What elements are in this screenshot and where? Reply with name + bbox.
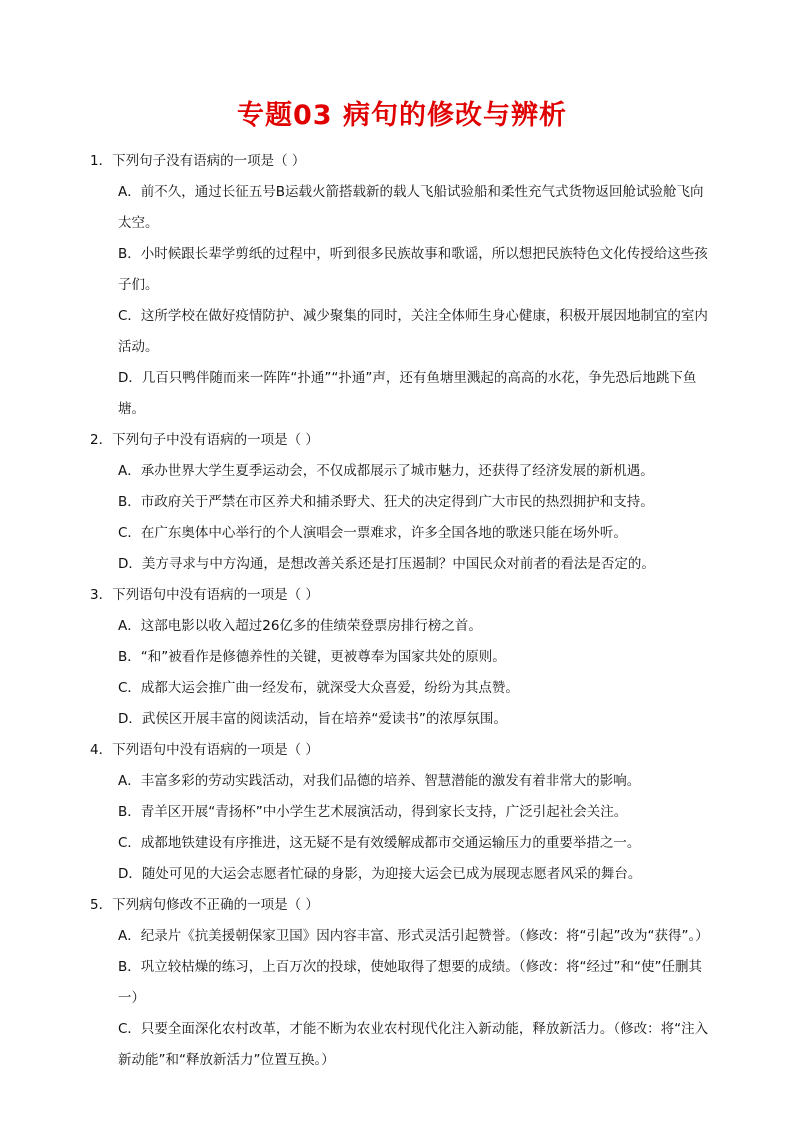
option-b: B．小时候跟长辈学剪纸的过程中，听到很多民族故事和歌谣，所以想把民族特色文化传授给这些孩子们。	[118, 246, 708, 293]
option-a: A．这部电影以收入超过26亿多的佳绩荣登票房排行榜之首。	[118, 618, 482, 634]
option-b: B．“和”被看作是修德养性的关键，更被尊奉为国家共处的原则。	[118, 649, 506, 665]
option-c: C．只要全面深化农村改革，才能不断为农业农村现代化注入新动能，释放新活力。（修改：将“注入新动能”和“释放新活力”位置互换。）	[118, 1021, 709, 1068]
question-2	[90, 425, 714, 580]
option-b: B．青羊区开展“青扬杯”中小学生艺术展演活动，得到家长支持，广泛引起社会关注。	[118, 804, 628, 820]
question-stem: 3．下列语句中没有语病的一项是（ ）	[90, 587, 319, 603]
question-3	[90, 580, 714, 735]
option-c: C．这所学校在做好疫情防护、减少聚集的同时，关注全体师生身心健康，积极开展因地制宜的室内活动。	[118, 308, 708, 355]
option-c: C．成都大运会推广曲一经发布，就深受大众喜爱，纷纷为其点赞。	[118, 680, 519, 696]
option-b: B．市政府关于严禁在市区养犬和捕杀野犬、狂犬的决定得到广大市民的热烈拥护和支持。	[118, 494, 654, 510]
option-d: D．随处可见的大运会志愿者忙碌的身影，为迎接大运会已成为展现志愿者风采的舞台。	[118, 866, 642, 882]
question-stem: 1．下列句子没有语病的一项是（ ）	[90, 153, 306, 169]
option-b: B．巩立较枯燥的练习，上百万次的投球，使她取得了想要的成绩。（修改：将“经过”和“使”任删其一）	[118, 959, 702, 1006]
option-a: A．丰富多彩的劳动实践活动，对我们品德的培养、智慧潜能的激发有着非常大的影响。	[118, 773, 641, 789]
question-1	[90, 146, 714, 425]
option-a: A．承办世界大学生夏季运动会，不仅成都展示了城市魅力，还获得了经济发展的新机遇。	[118, 463, 654, 479]
question-stem: 4．下列语句中没有语病的一项是（ ）	[90, 742, 319, 758]
option-d: D．几百只鸭伴随而来一阵阵“扑通”“扑通”声，还有鱼塘里溅起的高高的水花，争先恐后地跳下鱼塘。	[118, 370, 697, 417]
option-d: D．武侯区开展丰富的阅读活动，旨在培养“爱读书”的浓厚氛围。	[118, 711, 507, 727]
option-c: C．在广东奥体中心举行的个人演唱会一票难求，许多全国各地的歌迷只能在场外听。	[118, 525, 627, 541]
page-title: 专题03 病句的修改与辨析	[237, 100, 567, 131]
question-4	[90, 735, 714, 890]
option-c: C．成都地铁建设有序推进，这无疑不是有效缓解成都市交通运输压力的重要举措之一。	[118, 835, 641, 851]
option-a: A．前不久，通过长征五号B运载火箭搭载新的载人飞船试验船和柔性充气式货物返回舱试验舱飞向太空。	[118, 184, 704, 231]
option-a: A．纪录片《抗美援朝保家卫国》因内容丰富、形式灵活引起赞誉。（修改：将“引起”改为“获得”。）	[118, 928, 709, 944]
question-stem: 5．下列病句修改不正确的一项是（ ）	[90, 897, 319, 913]
question-stem: 2．下列句子中没有语病的一项是（ ）	[90, 432, 319, 448]
question-5	[90, 890, 714, 1076]
option-d: D．美方寻求与中方沟通，是想改善关系还是打压遏制？中国民众对前者的看法是否定的。	[118, 556, 655, 572]
